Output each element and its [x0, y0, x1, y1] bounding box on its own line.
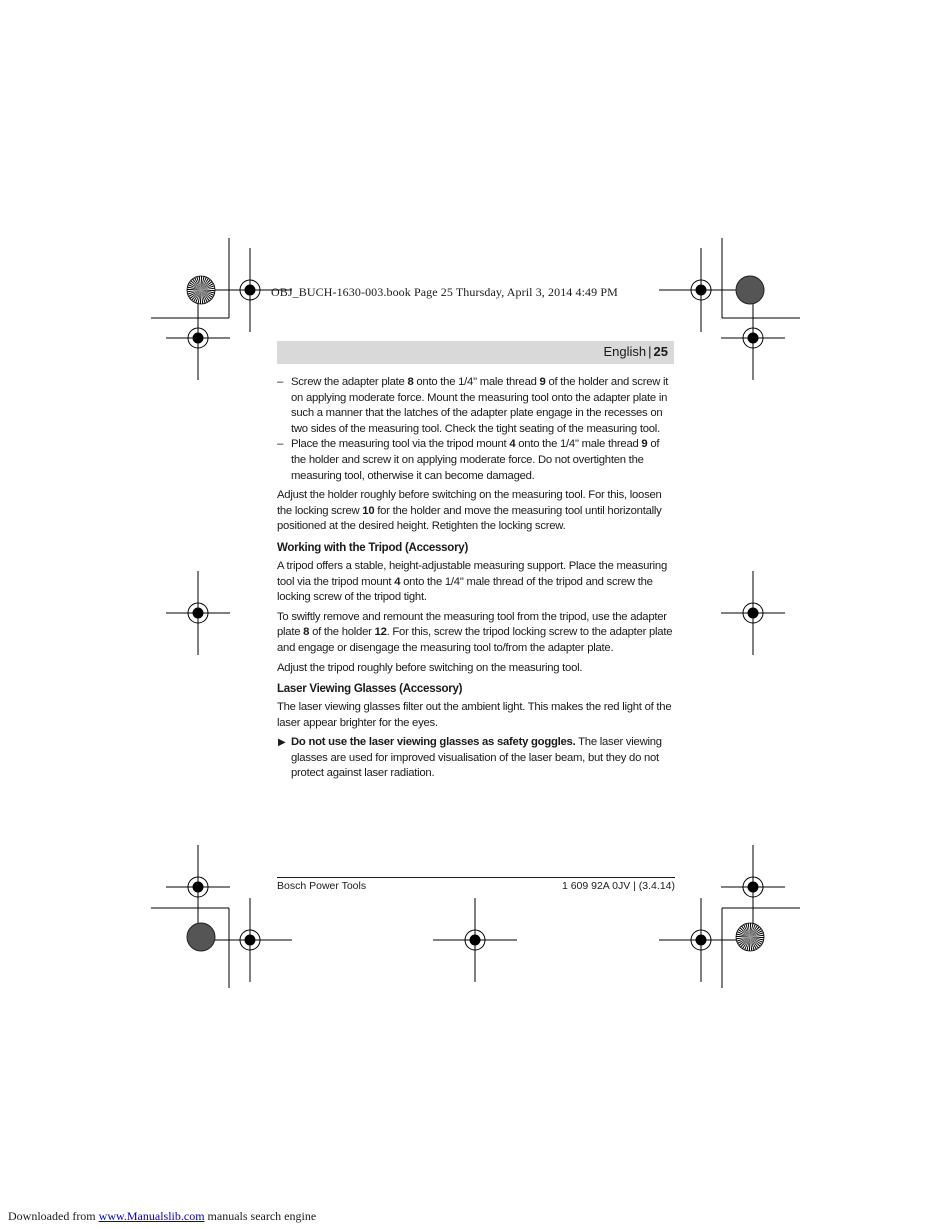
- list-item: [277, 437, 675, 484]
- gray-dot-icon: [736, 276, 764, 304]
- page-header: [604, 344, 669, 359]
- dash-marker: –: [277, 438, 284, 451]
- registration-target-icon: [166, 296, 230, 380]
- list-item-text: Screw the adapter plate 8 onto the 1/4" male thread 9 of the holder and screw it on applying moderate force. Mount the measuring tool onto the adapter plate in such a manner that the latches of the adapter plate engage in the recesses on two sides of the measuring tool. Check the tight seating of the measuring tool.: [291, 376, 669, 435]
- tripod-paragraph-3: Adjust the tripod roughly before switching on the measuring tool.: [277, 661, 583, 674]
- manualslib-link[interactable]: www.Manualslib.com: [98, 1209, 205, 1223]
- page-content: [277, 375, 675, 782]
- starburst-icon: [736, 923, 764, 951]
- download-notice: Downloaded from www.Manualslib.com manuals search engine: [8, 1209, 317, 1223]
- registration-target-icon: [659, 248, 743, 332]
- triangle-bullet-icon: ▶: [278, 737, 286, 749]
- dash-marker: –: [277, 376, 284, 388]
- starburst-icon: [187, 276, 215, 304]
- registration-target-icon: [721, 571, 785, 655]
- registration-target-icon: [721, 296, 785, 380]
- footer-brand: Bosch Power Tools: [277, 880, 367, 892]
- footer-doc-number: 1 609 92A 0JV | (3.4.14): [561, 880, 675, 892]
- page-number: 25: [653, 344, 668, 359]
- tripod-paragraph-2: To swiftly remove and remount the measuring tool from the tripod, use the adapter plate 8 of the holder 12. For this, screw the tripod locking screw to the adapter plate and engage or disengage the measuring tool to/from the adapter plate.: [277, 610, 673, 654]
- header-separator: |: [648, 344, 652, 359]
- holder-paragraph: Adjust the holder roughly before switching on the measuring tool. For this, loosen the locking screw 10 for the holder and move the measuring tool until horizontally positioned at the desired height. Retighten the locking screw.: [277, 489, 662, 533]
- tripod-paragraph-1: A tripod offers a stable, height-adjustable measuring support. Place the measuring tool via the tripod mount 4 onto the 1/4" male thread of the tripod and screw the locking screw of the tripod tight.: [277, 559, 667, 604]
- page-header-bar: [277, 341, 674, 364]
- list-item: [277, 375, 675, 437]
- list-item-text: Place the measuring tool via the tripod mount 4 onto the 1/4" male thread 9 of the holder and screw it on applying moderate force. Do not overtighten the measuring tool, otherwise it can become damaged.: [291, 438, 660, 482]
- gray-dot-icon: [187, 923, 215, 951]
- glasses-paragraph: The laser viewing glasses filter out the ambient light. This makes the red light of the laser appear brighter for the eyes.: [277, 701, 672, 729]
- registration-target-icon: [166, 845, 230, 929]
- tripod-heading: Working with the Tripod (Accessory): [277, 541, 469, 554]
- registration-target-icon: [721, 845, 785, 929]
- registration-target-icon: [208, 898, 292, 982]
- header-language: English: [603, 344, 647, 359]
- registration-target-icon: [433, 898, 517, 982]
- registration-target-icon: [166, 571, 230, 655]
- glasses-heading: Laser Viewing Glasses (Accessory): [277, 683, 463, 696]
- footer-rule: [277, 877, 675, 878]
- warning-text: Do not use the laser viewing glasses as safety goggles. The laser viewing glasses are used for improved visualisation of the laser beam, but they do not protect against laser radiation.: [291, 736, 662, 780]
- warning-item: [277, 735, 675, 782]
- print-header: OBJ_BUCH-1630-003.book Page 25 Thursday, April 3, 2014 4:49 PM: [271, 285, 618, 299]
- registration-target-icon: [659, 898, 743, 982]
